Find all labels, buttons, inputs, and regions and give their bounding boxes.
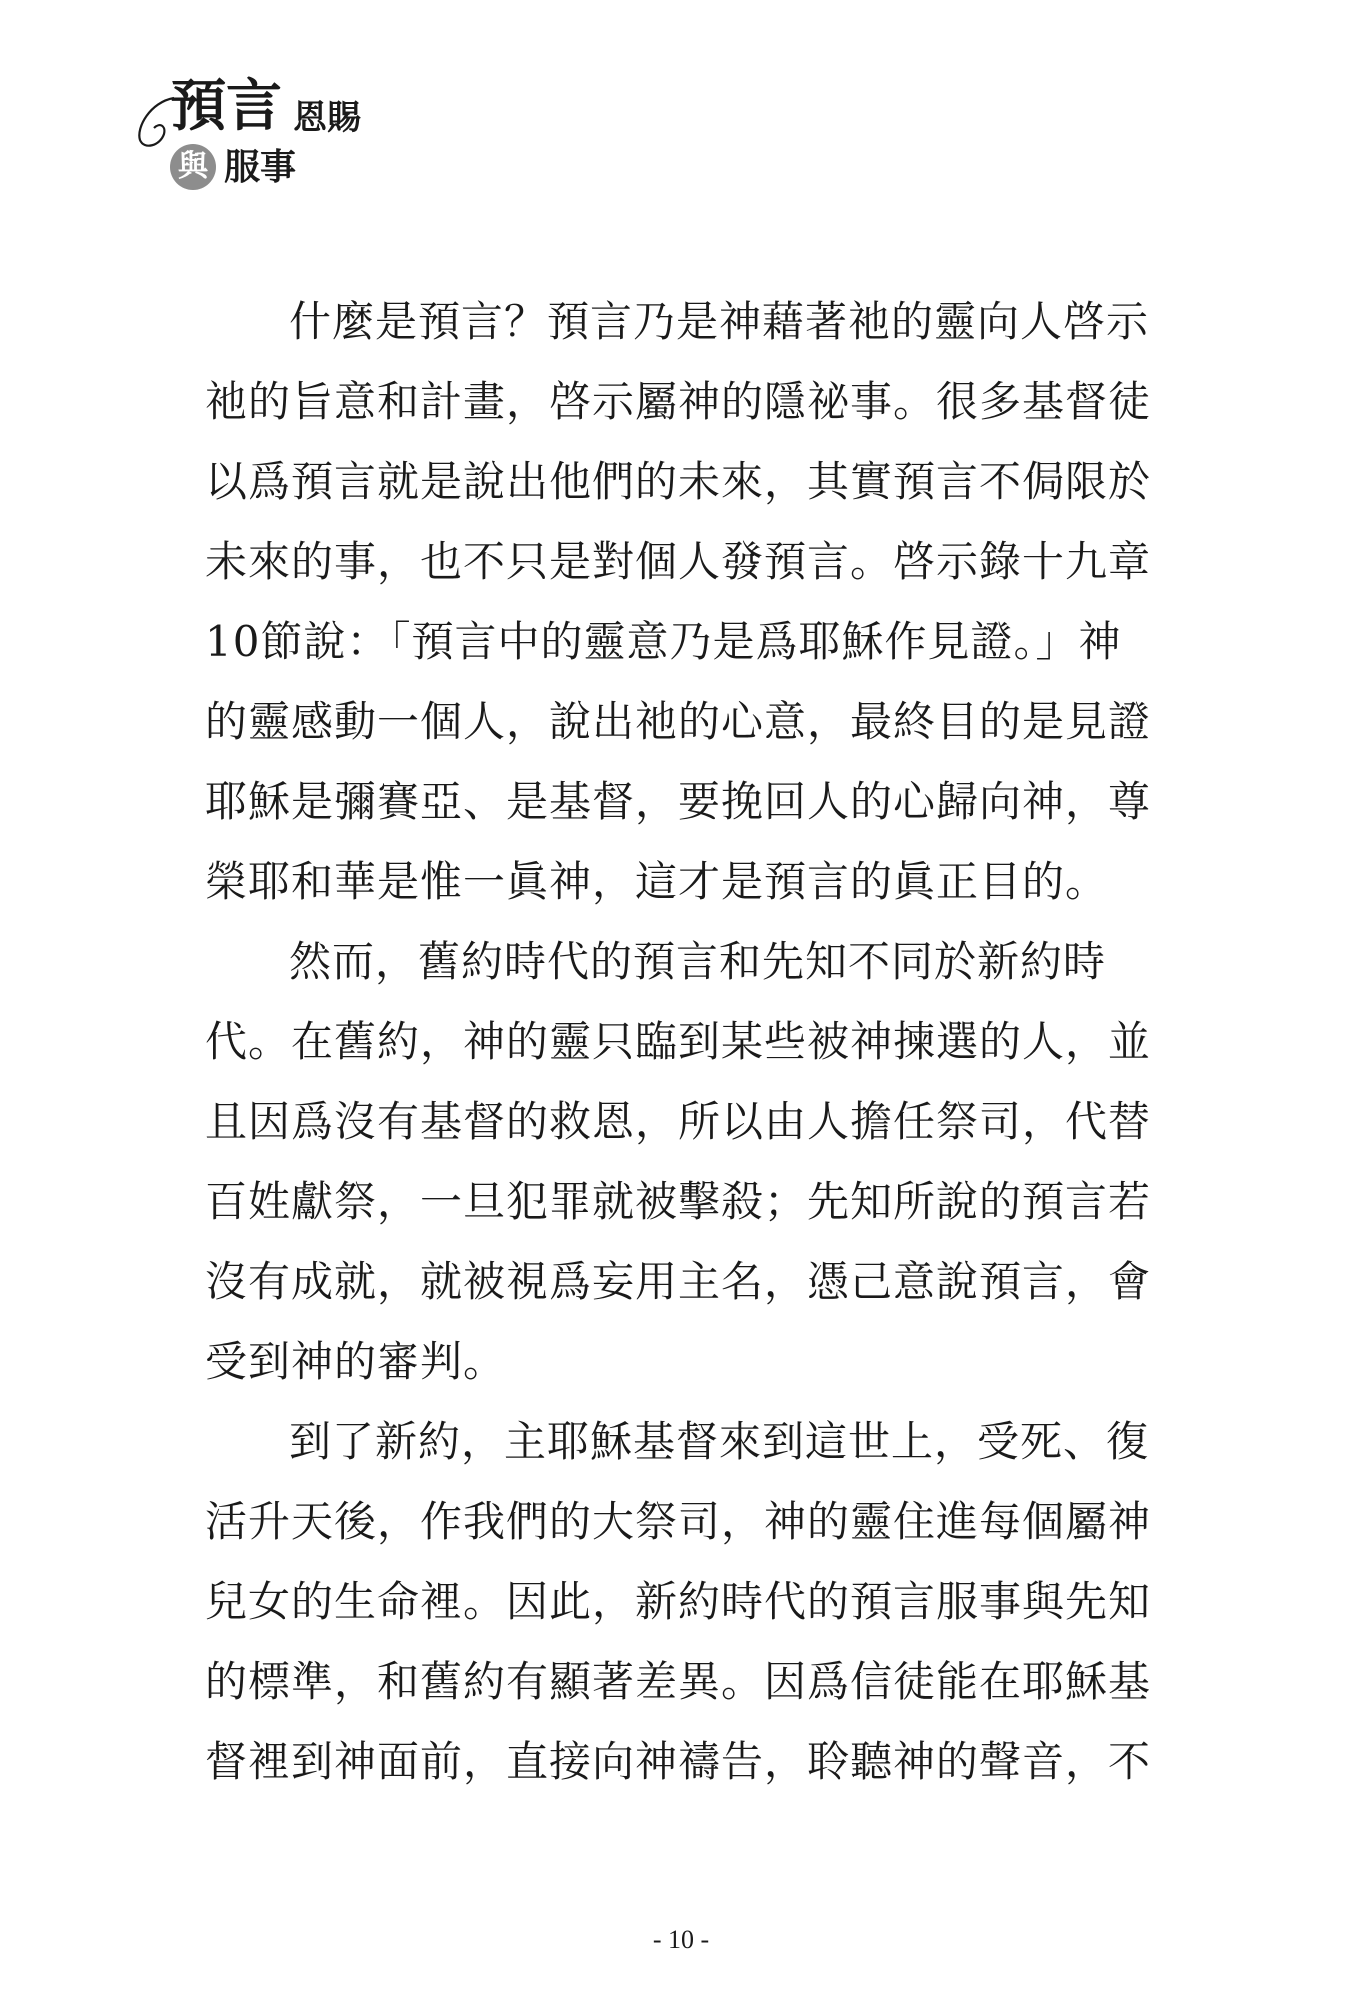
text-line: 祂的旨意和計畫，啓示屬神的隱祕事。很多基督徒 xyxy=(205,377,1152,426)
text-line: 的標準，和舊約有顯著差異。因爲信徒能在耶穌基 xyxy=(205,1657,1152,1706)
text-line: 沒有成就，就被視爲妄用主名，憑己意說預言，會 xyxy=(205,1257,1152,1306)
text-line: 兒女的生命裡。因此，新約時代的預言服事與先知 xyxy=(205,1577,1152,1626)
running-header-logo xyxy=(130,70,370,190)
text-line: 受到神的審判。 xyxy=(205,1337,507,1386)
text-line: 的靈感動一個人，說出祂的心意，最終目的是見證 xyxy=(205,697,1152,746)
text-line: 且因爲沒有基督的救恩，所以由人擔任祭司，代替 xyxy=(205,1097,1152,1146)
text-line: 未來的事，也不只是對個人發預言。啓示錄十九章 xyxy=(205,537,1152,586)
body-text xyxy=(205,292,1165,1812)
text-line: 什麼是預言？預言乃是神藉著祂的靈向人啓示 xyxy=(289,297,1150,346)
text-line: 到了新約，主耶穌基督來到這世上，受死、復 xyxy=(289,1417,1150,1466)
logo-circle-and: 與 xyxy=(170,144,216,190)
text-line: 百姓獻祭，一旦犯罪就被擊殺；先知所說的預言若 xyxy=(205,1177,1152,1226)
text-line: 代。在舊約，神的靈只臨到某些被神揀選的人，並 xyxy=(205,1017,1152,1066)
text-line: 以爲預言就是說出他們的未來，其實預言不侷限於 xyxy=(205,457,1152,506)
page-number: - 10 - xyxy=(652,1925,710,1954)
text-line: 耶穌是彌賽亞、是基督，要挽回人的心歸向神，尊 xyxy=(205,777,1152,826)
text-line: 督裡到神面前，直接向神禱告，聆聽神的聲音，不 xyxy=(205,1737,1152,1786)
text-line: 然而，舊約時代的預言和先知不同於新約時 xyxy=(289,937,1107,986)
logo-title-prophecy: 預言 xyxy=(170,73,282,139)
logo-title-ministry: 服事 xyxy=(224,146,297,188)
text-line: 榮耶和華是惟一眞神，這才是預言的眞正目的。 xyxy=(205,857,1109,906)
text-line: 10節說：「預言中的靈意乃是爲耶穌作見證。」神 xyxy=(205,617,1122,666)
text-line: 活升天後，作我們的大祭司，神的靈住進每個屬神 xyxy=(205,1497,1152,1546)
logo-title-gift: 恩賜 xyxy=(293,98,361,138)
